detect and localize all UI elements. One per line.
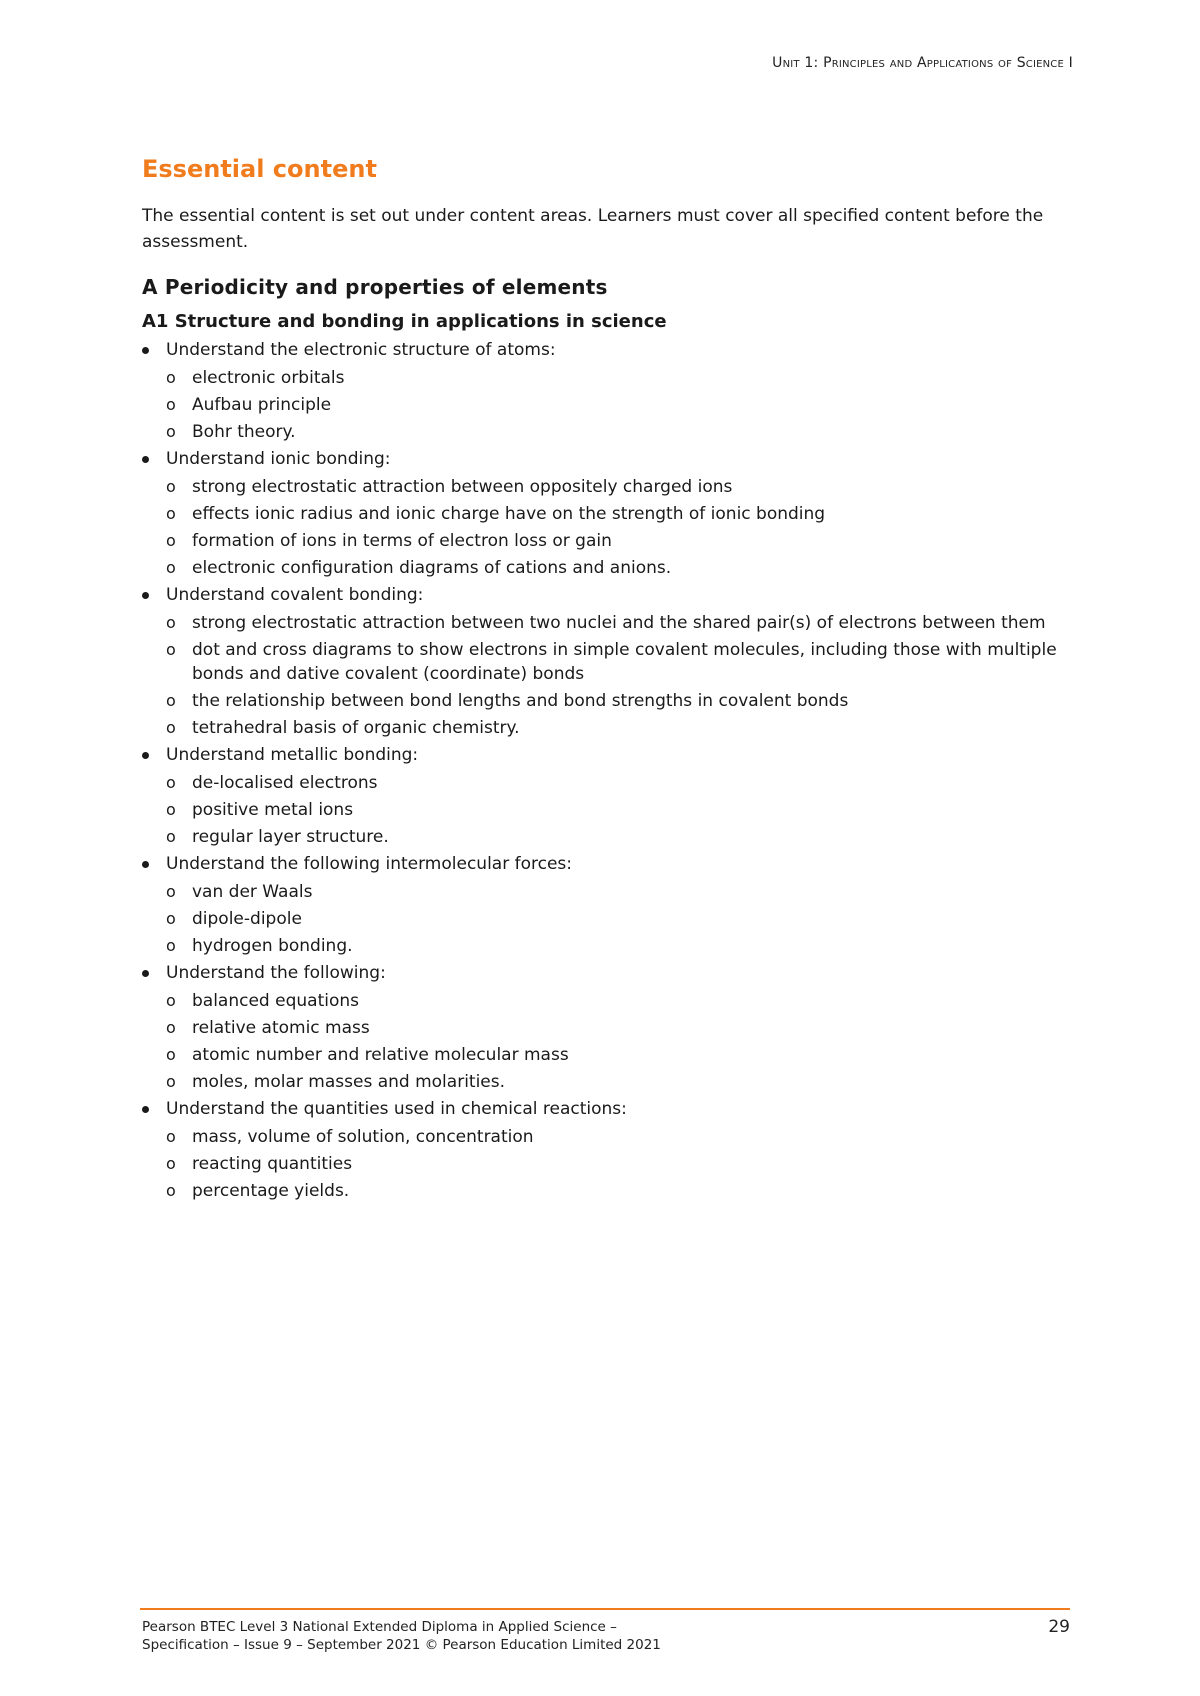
sub-bullet-icon: o (166, 1127, 176, 1146)
list-item (142, 743, 1072, 849)
bullet-icon (142, 861, 149, 868)
sub-item: o relative atomic mass (166, 1018, 370, 1038)
sub-item: o strong electrostatic attraction between oppositely charged ions (166, 477, 733, 497)
sub-bullet-icon: o (166, 504, 176, 523)
sub-bullet-icon: o (166, 613, 176, 632)
sub-list (166, 611, 1072, 740)
sub-list (166, 475, 1072, 580)
sub-item: o reacting quantities (166, 1154, 353, 1174)
sub-item: o regular layer structure. (166, 827, 389, 847)
sub-list (166, 880, 1072, 958)
footer-line-1: Pearson BTEC Level 3 National Extended Diploma in Applied Science – (142, 1619, 617, 1635)
sub-bullet-icon: o (166, 691, 176, 710)
list-item (142, 583, 1072, 740)
sub-item: o effects ionic radius and ionic charge have on the strength of ionic bonding (166, 504, 826, 524)
list-item (142, 338, 1072, 444)
bullet-text: Understand the electronic structure of atoms: (166, 340, 556, 360)
bullet-icon (142, 1106, 149, 1113)
sub-list (166, 1125, 1072, 1203)
sub-item: o atomic number and relative molecular mass (166, 1045, 569, 1065)
sub-item: o hydrogen bonding. (166, 936, 353, 956)
sub-bullet-icon: o (166, 422, 176, 441)
bullet-text: Understand metallic bonding: (166, 745, 419, 765)
bullet-text: Understand the quantities used in chemical reactions: (166, 1099, 627, 1119)
bullet-text: Understand the following intermolecular forces: (166, 854, 572, 874)
sub-bullet-icon: o (166, 1154, 176, 1173)
subsection-heading: A1 Structure and bonding in applications in science (142, 311, 667, 332)
sub-item: o mass, volume of solution, concentration (166, 1127, 534, 1147)
sub-list (166, 989, 1072, 1094)
bullet-icon (142, 456, 149, 463)
sub-item: o positive metal ions (166, 800, 354, 820)
sub-item: o electronic orbitals (166, 368, 345, 388)
intro-paragraph: The essential content is set out under content areas. Learners must cover all specified content before the assessment. (142, 206, 1044, 252)
sub-bullet-icon: o (166, 991, 176, 1010)
footer-line-2: Specification – Issue 9 – September 2021 © Pearson Education Limited 2021 (142, 1637, 661, 1653)
content-bullet-list (142, 338, 1072, 1203)
sub-bullet-icon: o (166, 1072, 176, 1091)
sub-item: o electronic configuration diagrams of cations and anions. (166, 558, 672, 578)
footer-divider (140, 1608, 1070, 1610)
sub-bullet-icon: o (166, 882, 176, 901)
sub-bullet-icon: o (166, 368, 176, 387)
bullet-text: Understand covalent bonding: (166, 585, 424, 605)
sub-item: o Aufbau principle (166, 395, 332, 415)
bullet-icon (142, 970, 149, 977)
sub-bullet-icon: o (166, 718, 176, 737)
sub-bullet-icon: o (166, 1181, 176, 1200)
sub-bullet-icon: o (166, 558, 176, 577)
sub-item: o formation of ions in terms of electron loss or gain (166, 531, 612, 551)
bullet-text: Understand ionic bonding: (166, 449, 391, 469)
sub-item: o balanced equations (166, 991, 359, 1011)
bullet-icon (142, 752, 149, 759)
sub-bullet-icon: o (166, 936, 176, 955)
sub-item: o moles, molar masses and molarities. (166, 1072, 506, 1092)
list-item (142, 961, 1072, 1094)
sub-bullet-icon: o (166, 531, 176, 550)
sub-item: o van der Waals (166, 882, 313, 902)
main-content (142, 155, 1072, 1203)
sub-item: o dipole-dipole (166, 909, 302, 929)
sub-bullet-icon: o (166, 395, 176, 414)
list-item (142, 1097, 1072, 1203)
page-number: 29 (1048, 1617, 1070, 1637)
footer (142, 1618, 661, 1654)
sub-item: o the relationship between bond lengths and bond strengths in covalent bonds (166, 691, 849, 711)
sub-bullet-icon: o (166, 477, 176, 496)
section-heading: A Periodicity and properties of elements (142, 275, 608, 299)
sub-item: o strong electrostatic attraction between two nuclei and the shared pair(s) of electrons between them (166, 613, 1046, 633)
bullet-icon (142, 347, 149, 354)
page-title: Essential content (142, 155, 377, 183)
sub-bullet-icon: o (166, 773, 176, 792)
sub-list (166, 771, 1072, 849)
sub-item: o percentage yields. (166, 1181, 350, 1201)
sub-item: o dot and cross diagrams to show electrons in simple covalent molecules, including those with multiple bonds and dative covalent (coordinate) bonds (166, 640, 1057, 684)
list-item (142, 852, 1072, 958)
sub-list (166, 366, 1072, 444)
sub-item: o Bohr theory. (166, 422, 296, 442)
bullet-text: Understand the following: (166, 963, 386, 983)
sub-bullet-icon: o (166, 800, 176, 819)
sub-bullet-icon: o (166, 1018, 176, 1037)
list-item (142, 447, 1072, 580)
running-head: Unit 1: Principles and Applications of Science I (772, 55, 1073, 71)
bullet-icon (142, 592, 149, 599)
sub-bullet-icon: o (166, 827, 176, 846)
sub-bullet-icon: o (166, 1045, 176, 1064)
sub-bullet-icon: o (166, 640, 176, 659)
sub-bullet-icon: o (166, 909, 176, 928)
sub-item: o de-localised electrons (166, 773, 378, 793)
sub-item: o tetrahedral basis of organic chemistry. (166, 718, 520, 738)
